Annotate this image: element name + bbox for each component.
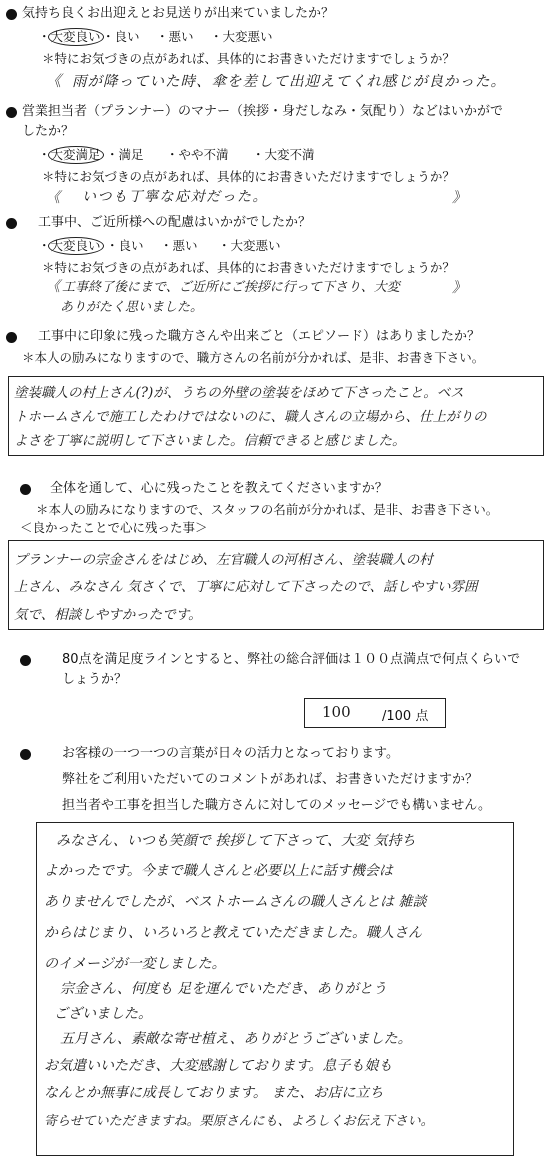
q7-answer-line: ございました。: [54, 1006, 152, 1022]
bullet-icon: [6, 218, 17, 229]
q7-intro-line2: 弊社をご利用いただいてのコメントがあれば、お書きいただけますか？: [62, 772, 479, 787]
q1-answer[interactable]: 雨が降っていた時、傘を差して出迎えてくれ感じが良かった。: [72, 74, 506, 90]
q3-option-1[interactable]: ・大変良い: [38, 238, 106, 254]
q3-answer-line2[interactable]: ありがたく思いました。: [60, 300, 204, 315]
q7-answer-line: みなさん、いつも笑顔で 挨拶して下さって、大変 気持ち: [56, 833, 416, 849]
q5-answer-line: プランナーの宗金さんをはじめ、左官職人の河相さん、塗装職人の村: [14, 552, 433, 568]
q3-note: ＊特にお気づきの点があれば、具体的にお書きいただけますでしょうか？: [42, 260, 455, 275]
q7-answer-line: のイメージが一変しました。: [44, 956, 226, 972]
q5-answer-line: 上さん、みなさん 気さくで、丁寧に応対して下さったので、話しやすい雰囲: [14, 579, 478, 595]
q7-answer-line: なんとか無事に成長しております。 また、お店に立ち: [44, 1085, 384, 1101]
score-suffix: /100 点: [382, 709, 429, 724]
q2-answer[interactable]: いつも丁寧な応対だった。: [82, 189, 268, 205]
q7-intro-line3: 担当者や工事を担当した職方さんに対してのメッセージでも構いません。: [62, 798, 492, 813]
q3-answer-open: 《: [46, 279, 60, 295]
q2-answer-open: 《: [46, 190, 60, 206]
q3-options: [38, 238, 281, 254]
q2-options: [38, 147, 315, 163]
q6-question-line1: 80点を満足度ラインとすると、弊社の総合評価は１００点満点で何点くらいで: [62, 652, 521, 667]
q2-question-line2: したか？: [22, 124, 75, 139]
bullet-icon: [6, 107, 17, 118]
bullet-icon: [20, 484, 31, 495]
bullet-icon: [6, 9, 17, 20]
q3-answer-close: 》: [452, 280, 466, 296]
q5-note: ＊本人の励みになりますので、スタッフの名前が分かれば、是非、お書き下さい。: [36, 502, 499, 517]
q5-answer-line: 気で、相談しやすかったです。: [14, 607, 202, 623]
q3-question: 工事中、ご近所様への配慮はいかがでしたか？: [38, 215, 312, 230]
q3-option-4[interactable]: ・大変悪い: [218, 238, 281, 253]
q3-answer-line1[interactable]: 工事終了後にまで、ご近所にご挨拶に行って下さり、大変: [62, 280, 400, 295]
q2-option-1[interactable]: ・大変満足: [38, 147, 106, 163]
q6-question-line2: しょうか？: [62, 672, 128, 687]
q7-answer-line: 五月さん、素敵な寄せ植え、ありがとうございました。: [60, 1031, 412, 1047]
q7-answer-line: ありませんでしたが、ベストホームさんの職人さんとは 雑談: [44, 894, 427, 910]
bullet-icon: [20, 749, 31, 760]
q7-intro-line1: お客様の一つ一つの言葉が日々の活力となっております。: [62, 746, 399, 761]
q7-answer-line: 宗金さん、何度も 足を運んでいただき、ありがとう: [60, 981, 387, 997]
q1-options: [38, 29, 273, 45]
q1-option-1[interactable]: ・大変良い: [38, 29, 102, 45]
q5-question: 全体を通して、心に残ったことを教えてくださいますか？: [50, 481, 388, 496]
q2-selected-circle: 大変満足: [48, 146, 104, 164]
q3-selected-circle: 大変良い: [48, 237, 104, 255]
score-value[interactable]: 100: [322, 703, 351, 721]
q1-option-3[interactable]: ・悪い: [156, 29, 194, 44]
q2-answer-close: 》: [452, 190, 466, 206]
q4-question: 工事中に印象に残った職方さんや出来ごと（エピソード）はありましたか？: [38, 329, 481, 344]
q1-option-4[interactable]: ・大変悪い: [210, 29, 273, 44]
q3-option-3[interactable]: ・悪い: [160, 238, 198, 253]
q1-selected-circle: 大変良い: [48, 28, 104, 46]
q1-note: ＊特にお気づきの点があれば、具体的にお書きいただけますでしょうか？: [42, 51, 455, 66]
q5-subheading: ＜良かったことで心に残った事＞: [20, 520, 208, 535]
q1-question: 気持ち良くお出迎えとお見送りが出来ていましたか？: [22, 6, 335, 21]
q7-answer-line: お気遣いいただき、大変感謝しております。息子も娘も: [44, 1058, 393, 1074]
q1-option-2[interactable]: ・良い: [102, 29, 140, 44]
q4-answer-line: トホームさんで施工したわけではないのに、職人さんの立場から、仕上がりの: [14, 409, 487, 425]
bullet-icon: [20, 655, 31, 666]
q7-answer-line: からはじまり、いろいろと教えていただきました。職人さん: [44, 925, 422, 941]
q2-question-line1: 営業担当者（プランナー）のマナー（挨拶・身だしなみ・気配り）などはいかがで: [22, 104, 504, 119]
q2-note: ＊特にお気づきの点があれば、具体的にお書きいただけますでしょうか？: [42, 169, 455, 184]
q3-option-2[interactable]: ・良い: [106, 238, 144, 253]
q1-answer-open: 《: [46, 72, 62, 90]
q2-option-2[interactable]: ・満足: [106, 147, 144, 162]
bullet-icon: [6, 332, 17, 343]
q7-answer-line: 寄らせていただきますね。栗原さんにも、よろしくお伝え下さい。: [44, 1114, 434, 1129]
q4-answer-line: 塗装職人の村上さん(?)が、うちの外壁の塗装をほめて下さったこと。ベス: [14, 385, 464, 401]
q2-option-4[interactable]: ・大変不満: [252, 147, 315, 162]
q4-note: ＊本人の励みになりますので、職方さんの名前が分かれば、是非、お書き下さい。: [22, 350, 485, 365]
q4-answer-line: よさを丁寧に説明して下さいました。信頼できると感じました。: [14, 433, 406, 449]
q2-option-3[interactable]: ・やや不満: [166, 147, 229, 162]
q7-answer-line: よかったです。今まで職人さんと必要以上に話す機会は: [44, 863, 393, 879]
